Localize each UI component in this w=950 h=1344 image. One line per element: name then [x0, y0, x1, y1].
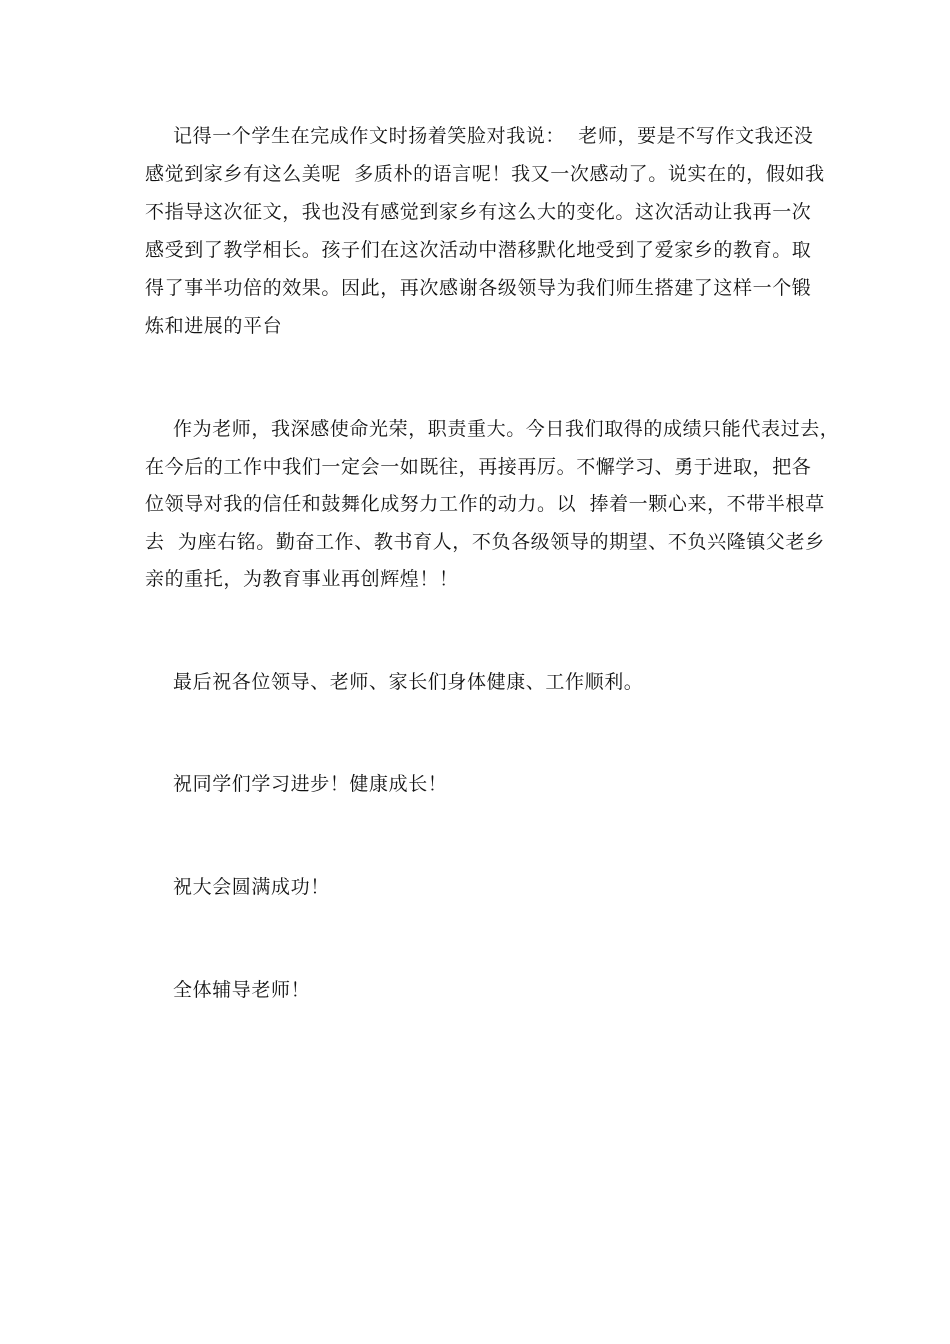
closing-wish-students: 祝同学们学习进步！健康成长！ — [173, 773, 448, 795]
text-line: 感觉到家乡有这么美呢 多质朴的语言呢！我又一次感动了。说实在的，假如我 — [145, 163, 825, 185]
text-line: 去 为座右铭。勤奋工作、教书育人，不负各级领导的期望、不负兴隆镇父老乡 — [145, 531, 825, 553]
text-line: 位领导对我的信任和鼓舞化成努力工作的动力。以 捧着一颗心来，不带半根草 — [145, 493, 825, 515]
text-line: 作为老师，我深感使命光荣，职责重大。今日我们取得的成绩只能代表过去， — [173, 418, 840, 440]
text-line: 记得一个学生在完成作文时扬着笑脸对我说： 老师，要是不写作文我还没 — [173, 125, 814, 147]
text-line: 不指导这次征文，我也没有感觉到家乡有这么大的变化。这次活动让我再一次 — [145, 201, 812, 223]
signature: 全体辅导老师！ — [173, 979, 311, 1001]
closing-wish-meeting: 祝大会圆满成功！ — [173, 876, 330, 898]
text-line: 炼和进展的平台 — [145, 315, 283, 337]
text-line: 得了事半功倍的效果。因此，再次感谢各级领导为我们师生搭建了这样一个锻 — [145, 277, 812, 299]
text-line: 亲的重托，为教育事业再创辉煌！！ — [145, 568, 459, 590]
closing-wish-leaders: 最后祝各位领导、老师、家长们身体健康、工作顺利。 — [173, 671, 644, 693]
text-line: 在今后的工作中我们一定会一如既往，再接再厉。不懈学习、勇于进取，把各 — [145, 456, 812, 478]
text-line: 感受到了教学相长。孩子们在这次活动中潜移默化地受到了爱家乡的教育。取 — [145, 239, 812, 261]
